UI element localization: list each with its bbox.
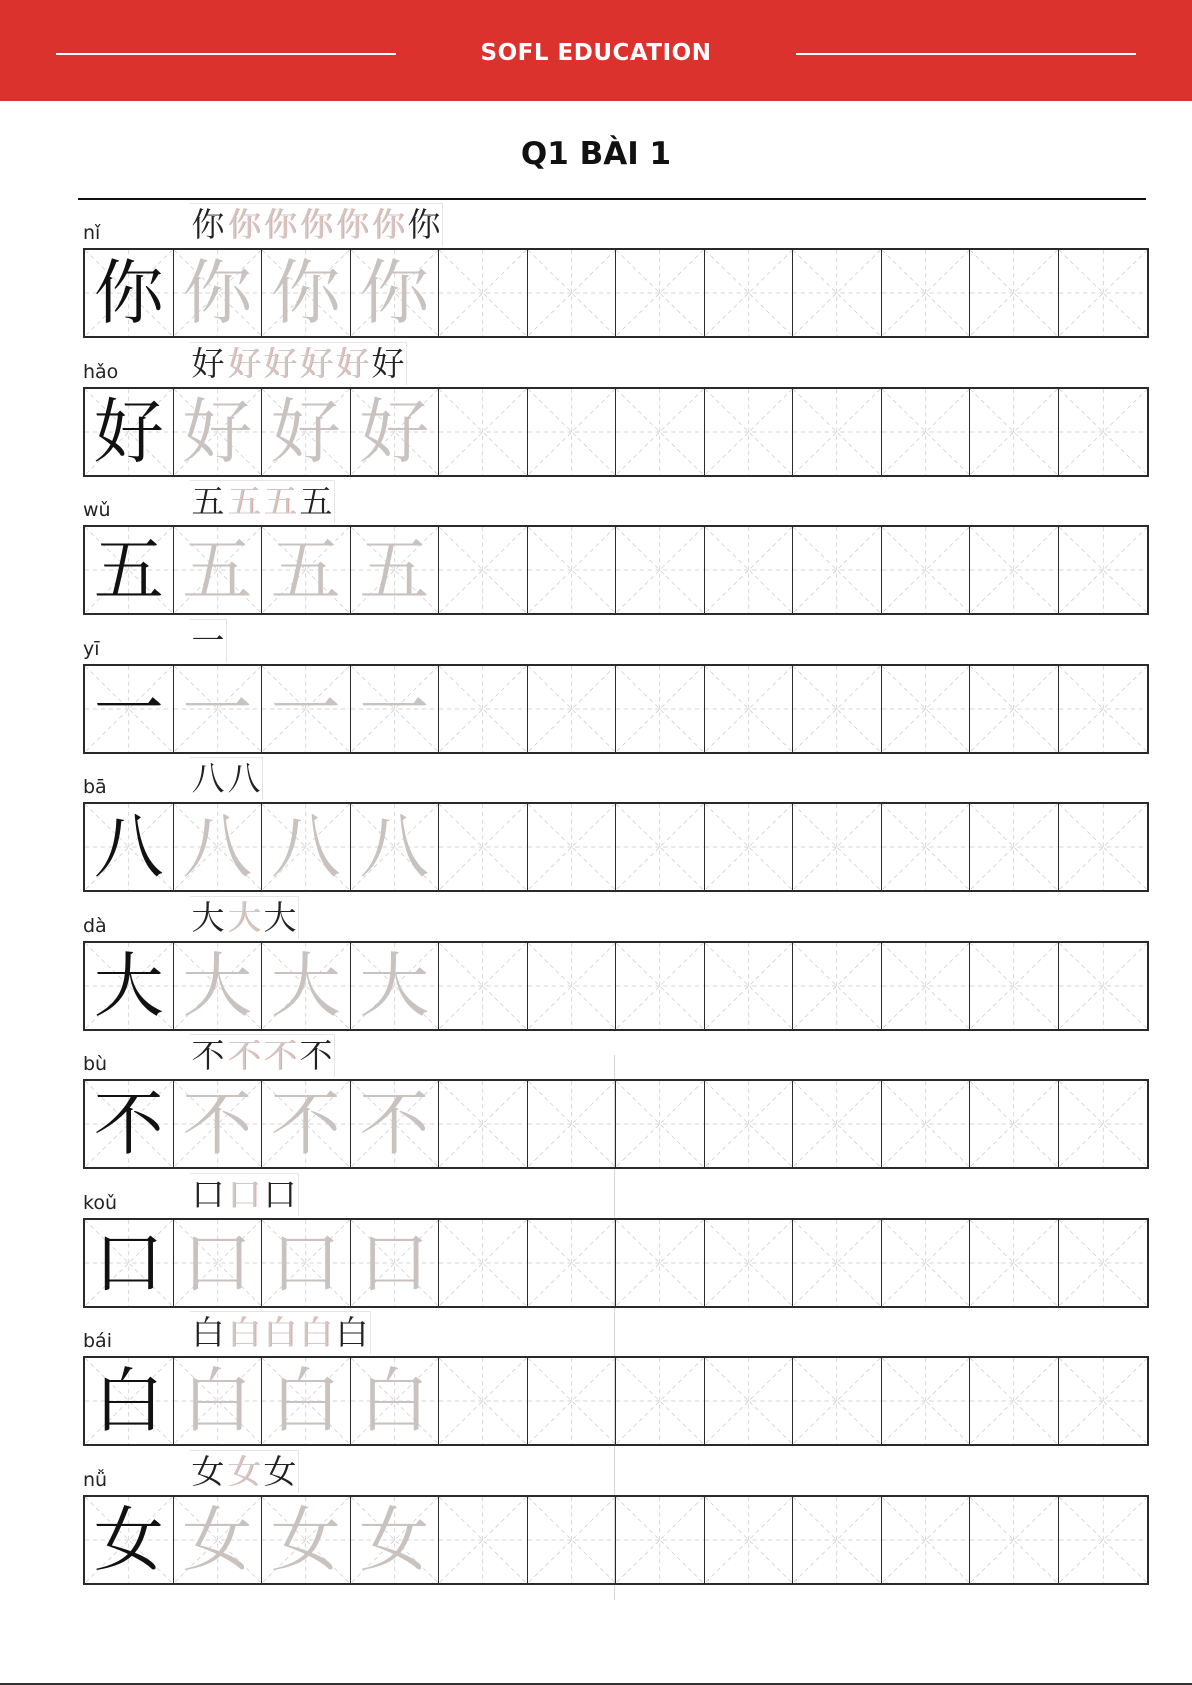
practice-cell[interactable] — [705, 804, 794, 890]
stroke-order-strip — [190, 757, 263, 800]
practice-cell[interactable] — [1059, 666, 1148, 752]
trace-cell[interactable] — [351, 666, 440, 752]
trace-character: 白 — [182, 1360, 253, 1442]
stroke-step: 你 — [299, 205, 333, 244]
model-character: 八 — [93, 806, 164, 888]
trace-cell[interactable] — [351, 389, 440, 475]
practice-cell[interactable] — [705, 666, 794, 752]
trace-character: 大 — [270, 944, 341, 1027]
model-cell — [85, 666, 174, 752]
practice-cell[interactable] — [528, 943, 617, 1029]
trace-cell[interactable] — [262, 1497, 351, 1583]
stroke-order-strip — [190, 1173, 299, 1216]
model-cell — [85, 804, 174, 890]
practice-cell[interactable] — [970, 1081, 1059, 1167]
practice-cell[interactable] — [439, 250, 528, 336]
practice-cell[interactable] — [439, 1497, 528, 1583]
stroke-step: 五 — [191, 482, 225, 521]
practice-cell[interactable] — [970, 389, 1059, 475]
stroke-step: 口 — [227, 1174, 261, 1214]
writing-grid-row — [83, 1079, 1149, 1169]
practice-cell[interactable] — [970, 1220, 1059, 1306]
trace-cell[interactable] — [351, 1497, 440, 1583]
practice-cell[interactable] — [882, 943, 971, 1029]
trace-cell[interactable] — [262, 250, 351, 336]
practice-cell[interactable] — [793, 389, 882, 475]
trace-character: 好 — [182, 390, 253, 473]
stroke-step: 五 — [263, 482, 297, 521]
trace-character: 好 — [359, 390, 430, 473]
model-character: 白 — [93, 1360, 164, 1442]
brand-name: SOFL EDUCATION — [480, 40, 712, 66]
writing-grid-row — [83, 1218, 1149, 1308]
practice-cell[interactable] — [793, 1220, 882, 1306]
trace-character: 口 — [359, 1221, 430, 1304]
practice-cell[interactable] — [528, 389, 617, 475]
practice-cell[interactable] — [1059, 389, 1148, 475]
practice-cell[interactable] — [970, 1358, 1059, 1444]
practice-cell[interactable] — [1059, 250, 1148, 336]
trace-cell[interactable] — [174, 250, 263, 336]
practice-cell[interactable] — [439, 527, 528, 613]
practice-cell[interactable] — [793, 1358, 882, 1444]
practice-cell[interactable] — [882, 527, 971, 613]
stroke-step: 口 — [191, 1174, 225, 1214]
practice-cell[interactable] — [793, 804, 882, 890]
trace-cell[interactable] — [351, 804, 440, 890]
trace-character: 女 — [182, 1498, 253, 1581]
practice-cell[interactable] — [528, 1220, 617, 1306]
practice-cell[interactable] — [970, 943, 1059, 1029]
trace-cell[interactable] — [262, 389, 351, 475]
practice-cell[interactable] — [970, 250, 1059, 336]
practice-cell[interactable] — [970, 804, 1059, 890]
stroke-step: 白 — [191, 1313, 225, 1352]
trace-cell[interactable] — [174, 1358, 263, 1444]
stroke-step: 你 — [191, 205, 225, 244]
model-character: 一 — [93, 667, 164, 750]
trace-character: 你 — [182, 252, 253, 334]
practice-cell[interactable] — [439, 1081, 528, 1167]
model-cell — [85, 250, 174, 336]
stroke-step: 八 — [191, 759, 225, 798]
stroke-step: 女 — [263, 1451, 297, 1491]
trace-character: 不 — [359, 1083, 430, 1165]
trace-character: 白 — [359, 1360, 430, 1442]
stroke-step: 口 — [263, 1174, 297, 1214]
trace-character: 八 — [270, 806, 341, 888]
stroke-order-strip — [190, 480, 335, 523]
practice-cell[interactable] — [616, 527, 705, 613]
trace-cell[interactable] — [262, 804, 351, 890]
model-cell — [85, 943, 174, 1029]
stroke-step: 不 — [263, 1036, 297, 1075]
practice-cell[interactable] — [1059, 943, 1148, 1029]
writing-grid-row — [83, 664, 1149, 754]
stroke-step: 白 — [263, 1313, 297, 1352]
practice-cell[interactable] — [793, 666, 882, 752]
practice-cell[interactable] — [882, 1081, 971, 1167]
trace-character: 八 — [182, 806, 253, 888]
trace-character: 不 — [182, 1083, 253, 1165]
stroke-order-strip — [190, 619, 227, 662]
writing-grid-row — [83, 802, 1149, 892]
trace-cell[interactable] — [351, 250, 440, 336]
pinyin-label: bù — [83, 1053, 108, 1075]
stroke-step: 不 — [299, 1036, 333, 1075]
trace-character: 好 — [270, 390, 341, 473]
trace-cell[interactable] — [351, 943, 440, 1029]
pinyin-label: dà — [83, 914, 107, 937]
trace-character: 一 — [182, 667, 253, 750]
writing-grid-row — [83, 248, 1149, 338]
practice-cell[interactable] — [970, 666, 1059, 752]
practice-cell[interactable] — [439, 1220, 528, 1306]
model-cell — [85, 389, 174, 475]
stroke-step: 女 — [191, 1451, 225, 1491]
practice-cell[interactable] — [793, 250, 882, 336]
writing-grid-row — [83, 387, 1149, 477]
practice-cell[interactable] — [882, 1220, 971, 1306]
trace-cell[interactable] — [351, 1220, 440, 1306]
stroke-step: 八 — [227, 759, 261, 798]
pinyin-label: yī — [83, 637, 100, 660]
stroke-step: 你 — [335, 205, 369, 244]
trace-cell[interactable] — [262, 943, 351, 1029]
trace-cell[interactable] — [262, 666, 351, 752]
trace-character: 八 — [359, 806, 430, 888]
writing-grid-row — [83, 1356, 1149, 1446]
practice-cell[interactable] — [439, 1358, 528, 1444]
model-character: 口 — [93, 1221, 164, 1304]
practice-cell[interactable] — [793, 943, 882, 1029]
stroke-step: 好 — [191, 343, 225, 383]
stroke-step: 你 — [227, 205, 261, 244]
pinyin-label: bā — [83, 776, 107, 798]
practice-cell[interactable] — [705, 1497, 794, 1583]
trace-character: 口 — [270, 1221, 341, 1304]
stroke-step: 好 — [299, 343, 333, 383]
trace-character: 一 — [359, 667, 430, 750]
stroke-order-strip — [190, 1450, 299, 1493]
stroke-order-strip — [190, 203, 443, 246]
trace-character: 大 — [182, 944, 253, 1027]
model-character: 大 — [93, 944, 164, 1027]
practice-cell[interactable] — [1059, 1081, 1148, 1167]
practice-cell[interactable] — [528, 1358, 617, 1444]
trace-character: 一 — [270, 667, 341, 750]
practice-cell[interactable] — [439, 389, 528, 475]
stroke-order-strip — [190, 1311, 371, 1354]
trace-character: 五 — [182, 529, 253, 611]
trace-cell[interactable] — [174, 1497, 263, 1583]
stroke-step: 好 — [227, 343, 261, 383]
practice-cell[interactable] — [705, 1081, 794, 1167]
trace-character: 口 — [182, 1221, 253, 1304]
pinyin-label: nǚ — [83, 1468, 108, 1491]
model-cell — [85, 527, 174, 613]
practice-cell[interactable] — [1059, 804, 1148, 890]
trace-cell[interactable] — [351, 527, 440, 613]
trace-cell[interactable] — [174, 666, 263, 752]
stroke-order-strip — [190, 1034, 335, 1077]
trace-cell[interactable] — [351, 1358, 440, 1444]
stroke-step: 五 — [227, 482, 261, 521]
trace-cell[interactable] — [174, 1220, 263, 1306]
practice-cell[interactable] — [616, 666, 705, 752]
practice-cell[interactable] — [528, 1497, 617, 1583]
practice-cell[interactable] — [616, 804, 705, 890]
practice-cell[interactable] — [528, 666, 617, 752]
stroke-step: 白 — [299, 1313, 333, 1352]
practice-cell[interactable] — [882, 666, 971, 752]
trace-cell[interactable] — [262, 1220, 351, 1306]
practice-cell[interactable] — [882, 1358, 971, 1444]
stroke-step: 大 — [191, 897, 225, 937]
practice-cell[interactable] — [616, 250, 705, 336]
practice-cell[interactable] — [616, 1497, 705, 1583]
stroke-step: 女 — [227, 1451, 261, 1491]
practice-cell[interactable] — [1059, 527, 1148, 613]
stroke-step: 五 — [299, 482, 333, 521]
model-character: 女 — [93, 1498, 164, 1581]
trace-cell[interactable] — [262, 1358, 351, 1444]
trace-character: 五 — [359, 529, 430, 611]
practice-cell[interactable] — [705, 250, 794, 336]
model-character: 你 — [93, 252, 164, 334]
pinyin-label: wǔ — [83, 499, 111, 521]
pinyin-label: nǐ — [83, 222, 101, 244]
practice-cell[interactable] — [705, 943, 794, 1029]
stroke-order-strip — [190, 896, 299, 939]
practice-cell[interactable] — [793, 527, 882, 613]
practice-cell[interactable] — [616, 1081, 705, 1167]
trace-character: 白 — [270, 1360, 341, 1442]
trace-cell[interactable] — [174, 527, 263, 613]
stroke-order-strip — [190, 342, 407, 385]
trace-cell[interactable] — [351, 1081, 440, 1167]
model-cell — [85, 1497, 174, 1583]
trace-cell[interactable] — [174, 389, 263, 475]
practice-cell[interactable] — [705, 1220, 794, 1306]
practice-cell[interactable] — [528, 1081, 617, 1167]
pinyin-label: bái — [83, 1330, 112, 1352]
writing-grid-row — [83, 1495, 1149, 1585]
practice-cell[interactable] — [705, 527, 794, 613]
trace-character: 女 — [359, 1498, 430, 1581]
stroke-step: 好 — [335, 343, 369, 383]
trace-cell[interactable] — [174, 1081, 263, 1167]
stroke-step: 白 — [335, 1313, 369, 1352]
model-character: 不 — [93, 1083, 164, 1165]
trace-character: 大 — [359, 944, 430, 1027]
practice-cell[interactable] — [616, 943, 705, 1029]
model-cell — [85, 1220, 174, 1306]
practice-cell[interactable] — [970, 1497, 1059, 1583]
trace-cell[interactable] — [262, 1081, 351, 1167]
trace-character: 你 — [270, 252, 341, 334]
practice-cell[interactable] — [439, 666, 528, 752]
stroke-step: 大 — [263, 897, 297, 937]
trace-character: 你 — [359, 252, 430, 334]
model-character: 好 — [93, 390, 164, 473]
practice-cell[interactable] — [616, 389, 705, 475]
trace-character: 女 — [270, 1498, 341, 1581]
writing-grid-row — [83, 525, 1149, 615]
practice-cell[interactable] — [882, 250, 971, 336]
trace-cell[interactable] — [174, 943, 263, 1029]
stroke-step: 大 — [227, 897, 261, 937]
practice-cell[interactable] — [528, 250, 617, 336]
stroke-step: 不 — [191, 1036, 225, 1075]
stroke-step: 好 — [263, 343, 297, 383]
practice-cell[interactable] — [882, 389, 971, 475]
practice-cell[interactable] — [1059, 1358, 1148, 1444]
stroke-step: 你 — [371, 205, 405, 244]
stroke-step: 一 — [191, 620, 225, 660]
stroke-step: 白 — [227, 1313, 261, 1352]
trace-cell[interactable] — [262, 527, 351, 613]
practice-cell[interactable] — [439, 804, 528, 890]
stroke-step: 你 — [263, 205, 297, 244]
practice-cell[interactable] — [439, 943, 528, 1029]
pinyin-label: koǔ — [83, 1191, 117, 1214]
page-title: Q1 BÀI 1 — [520, 136, 672, 172]
model-cell — [85, 1358, 174, 1444]
trace-cell[interactable] — [174, 804, 263, 890]
model-cell — [85, 1081, 174, 1167]
practice-cell[interactable] — [616, 1358, 705, 1444]
stroke-step: 不 — [227, 1036, 261, 1075]
model-character: 五 — [93, 529, 164, 611]
writing-grid-row — [83, 941, 1149, 1031]
practice-cell[interactable] — [882, 804, 971, 890]
practice-cell[interactable] — [882, 1497, 971, 1583]
practice-cell[interactable] — [970, 527, 1059, 613]
trace-character: 不 — [270, 1083, 341, 1165]
practice-cell[interactable] — [705, 1358, 794, 1444]
pinyin-label: hǎo — [83, 360, 119, 383]
practice-cell[interactable] — [793, 1497, 882, 1583]
practice-cell[interactable] — [616, 1220, 705, 1306]
practice-cell[interactable] — [793, 1081, 882, 1167]
practice-cell[interactable] — [528, 804, 617, 890]
practice-cell[interactable] — [1059, 1220, 1148, 1306]
practice-cell[interactable] — [528, 527, 617, 613]
stroke-step: 你 — [407, 205, 441, 244]
practice-cell[interactable] — [705, 389, 794, 475]
trace-character: 五 — [270, 529, 341, 611]
stroke-step: 好 — [371, 343, 405, 383]
practice-cell[interactable] — [1059, 1497, 1148, 1583]
